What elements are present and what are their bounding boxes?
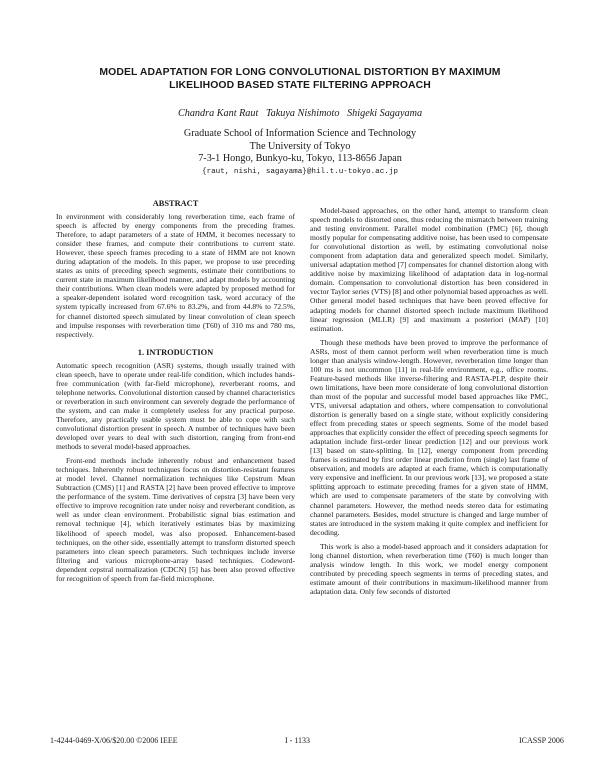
introduction-heading: 1. INTRODUCTION	[137, 347, 214, 357]
right-paragraph-2: Though these methods have been proved to improve the performance of ASRs, most of them cannot perform well when reverberation time is much longer than analysis window-length. However, reverberation time longer than 100 ms is not uncommon [11] in real-life environment, e.g., office rooms. Feature-based methods like inverse-filtering and RASTA-PLP, despite their own limitations, have been more considerate of long convolutional distortion than most of the popular and successful model based approaches like PMC, VTS, universal adaptation and others, where compensation to convolutional distortion is generally based on a single state, without explicitly considering effect from preceding states or speech segments. Some of the model based approaches that explicitly consider the effect of preceding speech segments for adaptation include first-order linear prediction [12] and our previous work [13] based on state-splitting. In [12], energy component from preceding frames is estimated by first order linear prediction from (single) last frame of observation, and models are adapted at each frame, which is computationally very expensive and inefficient. In our previous work [13], we proposed a state splitting approach to estimate preceding frames for a given state of HMM, which are used to compensate parameters of the state by convolving with channel parameters. However, the method needs stereo data for estimating channel parameters. Besides, model structure is changed and large number of states are introduced in the system making it quite complex and inefficient for decoding.	[310, 337, 548, 537]
left-column	[56, 198, 295, 583]
title-line-1: MODEL ADAPTATION FOR LONG CONVOLUTIONAL DISTORTION BY MAXIMUM	[99, 67, 501, 78]
author-emails: {raut, nishi, sagayama}@hil.t.u-tokyo.ac.jp	[202, 167, 398, 176]
footer-page-number: I - 1133	[285, 736, 311, 745]
intro-paragraph-2: Front-end methods include inherently robust and enhancement based techniques. Inherently robust techniques focus on distortion-resistant features at model level. Channel normalization techniques like Cepstrum Mean Subtraction (CMS) [1] and RASTA [2] have been proved effective to improve the performance of the system. Time derivatives of cepstra [3] have been very effective to improve recognition rate under noisy and reverberant condition, as well as under clean environment. Probabilistic signal bias estimation and removal technique [4], which iteratively estimates bias by maximizing likelihood of speech model, was also proposed. Enhancement-based techniques, on the other side, essentially attempt to transform distorted speech parameters into clean speech parameters. Such techniques include inverse filtering and various microphone-array based techniques. Codeword-dependent cepstral normalization (CDCN) [5] has been also proved effective for recognition of speech from far-field microphone.	[56, 456, 295, 583]
affiliation-university: The University of Tokyo	[249, 140, 351, 152]
paper-title	[40, 66, 560, 92]
intro-paragraph-1: Automatic speech recognition (ASR) systems, though usually trained with clean speech, have to operate under real-life condition, which includes hands-free communication (with far-field microphone), reverberant rooms, and telephone networks. Convolutional distortion caused by channel characteristics or reverberation in such environment can severely degrade the performance of the system, and can make it completely useless for any practical purpose. Therefore, any practically usable system must be able to cope with such convolutional distortion present in speech. A number of techniques have been developed over years to deal with such distortion, ranging from front-end methods to several model-based approaches.	[56, 360, 295, 452]
right-column	[310, 206, 548, 596]
abstract-heading: ABSTRACT	[152, 199, 199, 208]
right-paragraph-3: This work is also a model-based approach and it considers adaptation for long channel distortion, when reverberation time (T60) is much longer than analysis window length. In this work, we model energy component contributed by preceding speech segments in terms of preceding states, and estimate amount of their contributions in maximum-likelihood manner from adaptation data. Only few seconds of distorted	[310, 541, 548, 596]
footer-conference: ICASSP 2006	[519, 736, 564, 745]
footer-copyright: 1-4244-0469-X/06/$20.00 ©2006 IEEE	[50, 736, 178, 745]
title-line-2: LIKELIHOOD BASED STATE FILTERING APPROACH	[169, 80, 431, 91]
affiliation-address: 7-3-1 Hongo, Bunkyo-ku, Tokyo, 113-8656 Japan	[198, 153, 402, 164]
abstract-text: In environment with considerably long reverberation time, each frame of speech is affected by energy components from the preceding frames. Therefore, to adapt parameters of a state of HMM, it becomes necessary to consider these frames, and compute their contributions to current state. However, these speech frames preceding to a state of HMM are not known during adaptation of the models. In this paper, we propose to use preceding states as units of preceding speech segments, estimate their contributions to current state in maximum likelihood manner, and adapt models by accounting their contributions. When clean models were adapted by proposed method for a speaker-dependent isolated word recognition task, word accuracy of the system typically increased from 67.6% to 83.2%, and from 44.8% to 72.5%, for channel distorted speech simulated by linear convolution of clean speech and impulse responses with reverberation time (T60) of 310 ms and 780 ms, respectively.	[56, 212, 295, 339]
author-list: Chandra Kant Raut Takuya Nishimoto Shigeki Sagayama	[177, 108, 423, 119]
affiliation-block	[40, 128, 560, 178]
affiliation-school: Graduate School of Information Science and Technology	[183, 128, 417, 139]
right-paragraph-1: Model-based approaches, on the other hand, attempt to transform clean speech models to distorted ones, thus reducing the mismatch between training and testing environment. Parallel model combination (PMC) [6], though mostly popular for compensating additive noise, has been used to compensate for convolutional distortion as well, by estimating convolutional noise component from adaptation data and generalized speech model. Similarly, universal adaptation method [7] compensates for channel distortion along with additive noise by maximizing likelihood of adaptation data in log-normal domain. Compensation to convolutional distortion has been considered in vector Taylor series (VTS) [8] and other polynomial based approaches as well. Other general model based techniques that have been proved effective for adapting models for channel distorted speech include maximum likelihood linear regression (MLLR) [9] and maximum a posteriori (MAP) [10] estimation.	[310, 206, 548, 333]
